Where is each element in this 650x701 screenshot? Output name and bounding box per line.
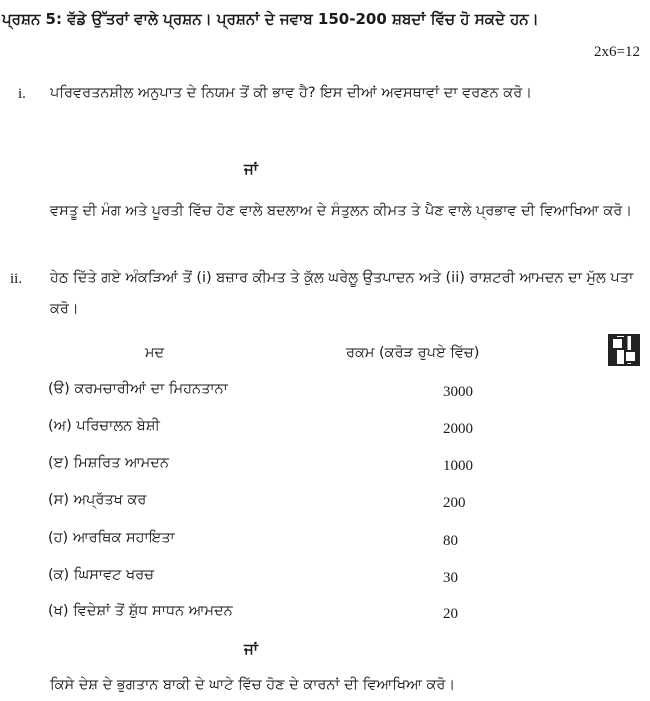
table-row-value: 2000	[443, 421, 473, 437]
table-row-value: 3000	[443, 384, 473, 400]
question-2-alternative: ਕਿਸੇ ਦੇਸ਼ ਦੇ ਭੁਗਤਾਨ ਬਾਕੀ ਦੇ ਘਾਟੇ ਵਿੱਚ ਹੋਣ ਦੇ ਕਾਰਨਾਂ ਦੀ ਵਿਆਖਿਆ ਕਰੋ।	[50, 677, 456, 693]
question-2-number: ii.	[10, 271, 23, 287]
question-1-or: ਜਾਂ	[244, 160, 259, 178]
table-row-value: 30	[443, 570, 458, 586]
table-row-value: 1000	[443, 458, 473, 474]
table-row: (ੳ) ਕਰਮਚਾਰੀਆਂ ਦਾ ਮਿਹਨਤਾਨਾ	[48, 381, 228, 397]
table-row-value: 20	[443, 606, 458, 622]
question-2-text: ਹੇਠ ਦਿੱਤੇ ਗਏ ਅੰਕੜਿਆਂ ਤੋਂ (i) ਬਜ਼ਾਰ ਕੀਮਤ ਤੇ ਕੁੱਲ ਘਰੇਲੂ ਉਤਪਾਦਨ ਅਤੇ (ii) ਰਾਸ਼ਟਰੀ ਆਮਦਨ ਦਾ ਮੁੱਲ ਪਤਾ ਕਰੋ।	[50, 270, 634, 317]
table-row: (ਅ) ਪਰਿਚਾਲਨ ਬੇਸ਼ੀ	[48, 418, 160, 434]
question-1-alternative: ਵਸਤੂ ਦੀ ਮੰਗ ਅਤੇ ਪੂਰਤੀ ਵਿੱਚ ਹੋਣ ਵਾਲੇ ਬਦਲਾਅ ਦੇ ਸੰਤੁਲਨ ਕੀਮਤ ਤੇ ਪੈਣ ਵਾਲੇ ਪ੍ਰਭਾਵ ਦੀ ਵਿਆਖਿਆ ਕਰੋ।	[50, 203, 633, 219]
table-row: (ਹ) ਆਰਥਿਕ ਸਹਾਇਤਾ	[48, 530, 175, 546]
table-row-value: 200	[443, 495, 466, 511]
table-row: (ੲ) ਮਿਸ਼ਰਿਤ ਆਮਦਨ	[48, 455, 169, 471]
question-2-or: ਜਾਂ	[244, 640, 259, 658]
marks-label: 2x6=12	[594, 44, 640, 60]
question-1-text: ਪਰਿਵਰਤਨਸ਼ੀਲ ਅਨੁਪਾਤ ਦੇ ਨਿਯਮ ਤੋਂ ਕੀ ਭਾਵ ਹੈ? ਇਸ ਦੀਆਂ ਅਵਸਥਾਵਾਂ ਦਾ ਵਰਣਨ ਕਰੋ।	[50, 85, 532, 101]
question-1-number: i.	[18, 86, 26, 102]
qr-code	[608, 334, 640, 366]
table-header-item: ਮਦ	[145, 345, 165, 361]
table-row: (ਕ) ਘਿਸਾਵਟ ਖਰਚ	[48, 567, 155, 583]
table-row: (ਸ) ਅਪ੍ਰੱਤਖ ਕਰ	[48, 492, 147, 508]
table-row-value: 80	[443, 533, 458, 549]
question-heading: ਪ੍ਰਸ਼ਨ 5: ਵੱਡੇ ਉੱਤਰਾਂ ਵਾਲੇ ਪ੍ਰਸ਼ਨ। ਪ੍ਰਸ਼ਨਾਂ ਦੇ ਜਵਾਬ 150-200 ਸ਼ਬਦਾਂ ਵਿੱਚ ਹੋ ਸਕਦੇ ਹਨ।	[2, 10, 539, 28]
table-header-amount: ਰਕਮ (ਕਰੋੜ ਰੁਪਏ ਵਿੱਚ)	[346, 345, 480, 361]
table-row: (ਖ) ਵਿਦੇਸ਼ਾਂ ਤੋਂ ਸ਼ੁੱਧ ਸਾਧਨ ਆਮਦਨ	[48, 603, 233, 619]
